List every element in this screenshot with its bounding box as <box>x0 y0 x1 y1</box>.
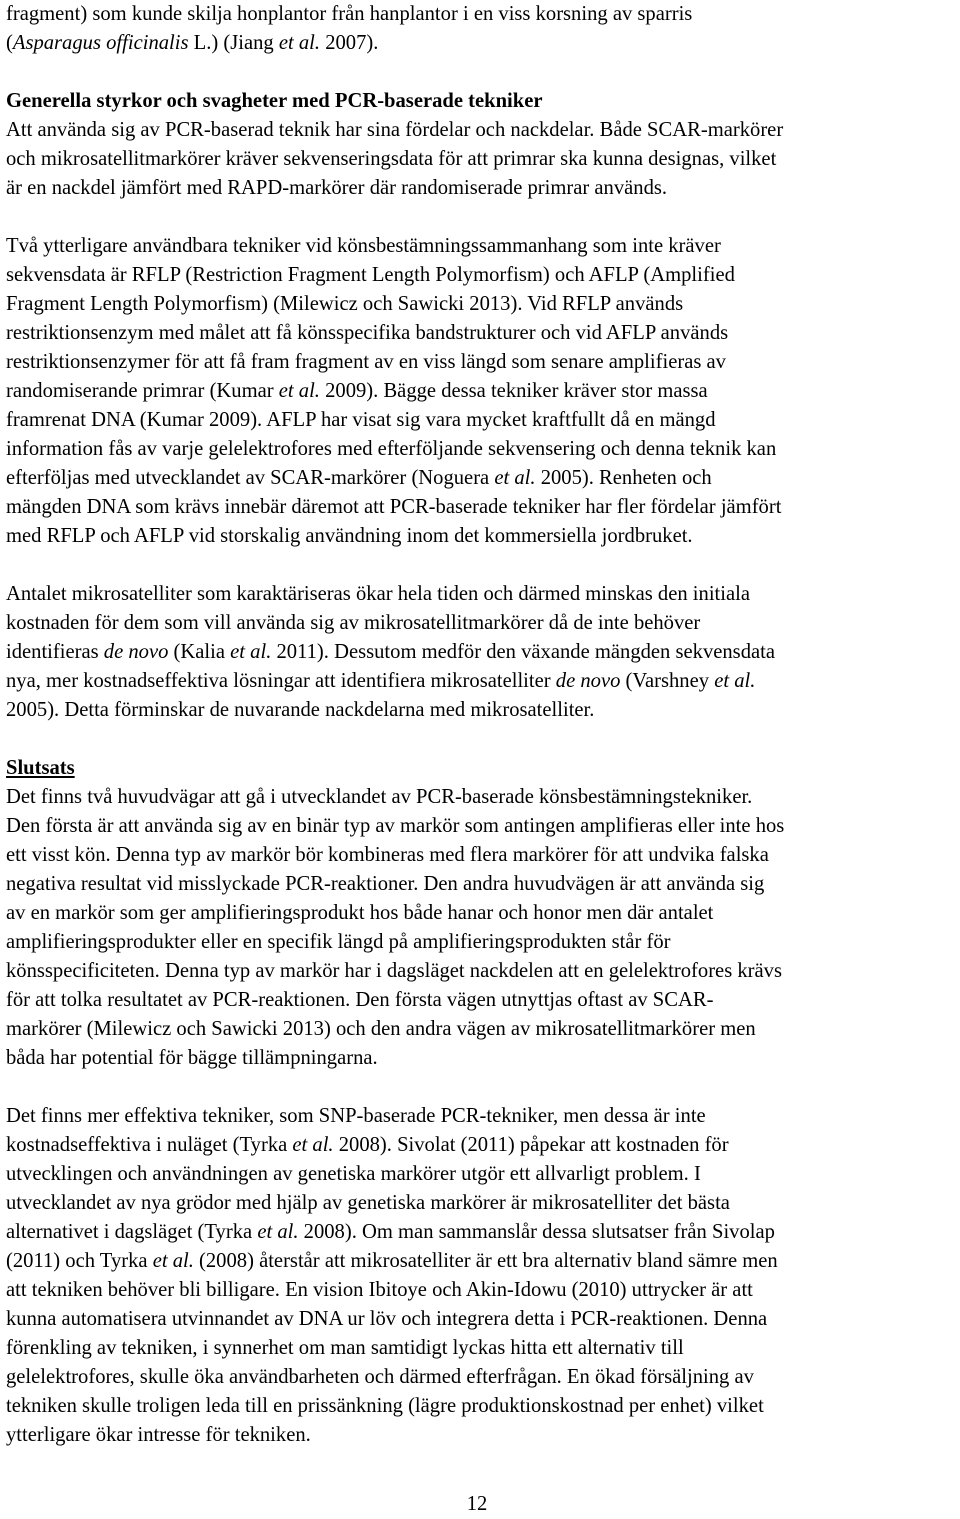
text-line <box>6 319 960 348</box>
text-run: ett visst kön. Denna typ av markör bör kombineras med flera markörer för att undvika falska <box>6 844 769 866</box>
text-line <box>6 667 960 696</box>
text-run: med RFLP och AFLP vid storskalig användning inom det kommersiella jordbruket. <box>6 525 693 547</box>
text-run: 2005). Renheten och <box>535 467 712 489</box>
text-run: (Kalia <box>168 641 231 663</box>
italic-text: et al. <box>494 467 536 489</box>
text-line <box>6 609 960 638</box>
paragraph-gap <box>6 551 960 580</box>
text-run: Den första är att använda sig av en binär typ av markör som antingen amplifieras eller inte hos <box>6 815 785 837</box>
text-run: av en markör som ger amplifieringsprodukt hos både hanar och honor men där antalet <box>6 902 714 924</box>
text-run: Det finns två huvudvägar att gå i utvecklandet av PCR-baserade könsbestämningstekniker. <box>6 786 753 808</box>
text-line <box>6 145 960 174</box>
text-line <box>6 928 960 957</box>
paragraph-gap <box>6 1073 960 1102</box>
paragraph-pcr-strengths <box>6 87 960 203</box>
text-line <box>6 348 960 377</box>
text-run: Två ytterligare användbara tekniker vid könsbestämningssammanhang som inte kräver <box>6 235 721 257</box>
text-run: mängden DNA som krävs innebär däremot att PCR-baserade tekniker har fler fördelar jämfört <box>6 496 782 518</box>
italic-text: de novo <box>103 641 169 663</box>
text-line <box>6 261 960 290</box>
text-line <box>6 1044 960 1073</box>
text-run: fragment) som kunde skilja honplantor från hanplantor i en viss korsning av sparris <box>6 3 693 25</box>
text-line <box>6 986 960 1015</box>
text-line <box>6 406 960 435</box>
text-line <box>6 899 960 928</box>
text-line <box>6 174 960 203</box>
text-run: Antalet mikrosatelliter som karaktäriseras ökar hela tiden och därmed minskas den initiala <box>6 583 750 605</box>
paragraph-slutsats <box>6 754 960 1073</box>
text-line <box>6 29 960 58</box>
italic-text: et al. <box>152 1250 194 1272</box>
text-run: negativa resultat vid misslyckade PCR-reaktioner. Den andra huvudvägen är att använda sig <box>6 873 765 895</box>
paragraph-rflp-aflp <box>6 232 960 551</box>
italic-text: et al. <box>278 32 321 54</box>
text-line <box>6 377 960 406</box>
paragraph-gap <box>6 203 960 232</box>
document-page <box>6 0 960 1515</box>
text-line <box>6 1102 960 1131</box>
text-line <box>6 783 960 812</box>
text-run: att tekniken behöver bli billigare. En vision Ibitoye och Akin-Idowu (2010) uttrycker är att <box>6 1279 753 1301</box>
text-run: kunna automatisera utvinnandet av DNA ur löv och integrera detta i PCR-reaktionen. Denna <box>6 1308 768 1330</box>
text-line <box>6 580 960 609</box>
italic-text: Asparagus officinalis <box>12 32 189 54</box>
text-run: båda har potential för bägge tillämpningarna. <box>6 1047 378 1069</box>
text-run: randomiserande primrar (Kumar <box>6 380 279 402</box>
document-body <box>6 0 960 1450</box>
italic-text: et al. <box>292 1134 334 1156</box>
text-run: sekvensdata är RFLP (Restriction Fragment Length Polymorfism) och AFLP (Amplified <box>6 264 735 286</box>
text-run: 2008). Sivolat (2011) påpekar att kostnaden för <box>333 1134 729 1156</box>
text-line <box>6 1015 960 1044</box>
text-run: gelelektrofores, skulle öka användbarheten och därmed efterfrågan. En ökad försäljning av <box>6 1366 754 1388</box>
text-run: Fragment Length Polymorfism) (Milewicz och Sawicki 2013). Vid RFLP används <box>6 293 684 315</box>
text-run: (2011) och Tyrka <box>6 1250 153 1272</box>
paragraph-gap <box>6 725 960 754</box>
text-line <box>6 812 960 841</box>
paragraph-snp-techniques <box>6 1102 960 1450</box>
text-line <box>6 1363 960 1392</box>
text-run: Att använda sig av PCR-baserad teknik har sina fördelar och nackdelar. Både SCAR-markörer <box>6 119 784 141</box>
text-line <box>6 754 960 783</box>
text-run: 2009). Bägge dessa tekniker kräver stor massa <box>319 380 708 402</box>
text-line <box>6 1392 960 1421</box>
text-run: utvecklandet av nya grödor med hjälp av genetiska markörer är mikrosatelliter det bästa <box>6 1192 730 1214</box>
section-heading: Generella styrkor och svagheter med PCR-baserade tekniker <box>6 90 543 112</box>
text-run: L.) (Jiang <box>188 32 279 54</box>
text-line <box>6 522 960 551</box>
text-run: könsspecificiteten. Denna typ av markör har i dagsläget nackdelen att en gelelektrofores krävs <box>6 960 782 982</box>
text-run: nya, mer kostnadseffektiva lösningar att identifiera mikrosatelliter <box>6 670 556 692</box>
text-run: alternativet i dagsläget (Tyrka <box>6 1221 258 1243</box>
paragraph-gap <box>6 58 960 87</box>
text-line <box>6 1189 960 1218</box>
text-line <box>6 464 960 493</box>
text-run: restriktionsenzymer för att få fram fragment av en viss längd som senare amplifieras av <box>6 351 726 373</box>
text-run: förenkling av tekniken, i synnerhet om man samtidigt lyckas hitta ett alternativ till <box>6 1337 684 1359</box>
text-run: kostnadseffektiva i nuläget (Tyrka <box>6 1134 293 1156</box>
text-line <box>6 1421 960 1450</box>
text-line <box>6 493 960 522</box>
text-run: utvecklingen och användningen av genetiska markörer utgör ett allvarligt problem. I <box>6 1163 701 1185</box>
text-run: amplifieringsprodukter eller en specifik längd på amplifieringsprodukten står för <box>6 931 671 953</box>
page-number: 12 <box>466 1493 488 1515</box>
text-line <box>6 116 960 145</box>
text-line <box>6 841 960 870</box>
text-line <box>6 1131 960 1160</box>
text-line <box>6 1247 960 1276</box>
text-line <box>6 638 960 667</box>
text-line <box>6 870 960 899</box>
text-run: kostnaden för dem som vill använda sig av mikrosatellitmarkörer då de inte behöver <box>6 612 701 634</box>
text-run: framrenat DNA (Kumar 2009). AFLP har visat sig vara mycket kraftfullt då en mängd <box>6 409 716 431</box>
text-run: ( <box>6 32 13 54</box>
text-line <box>6 696 960 725</box>
italic-text: et al. <box>257 1221 299 1243</box>
text-run: (Varshney <box>620 670 715 692</box>
text-run: markörer (Milewicz och Sawicki 2013) och den andra vägen av mikrosatellitmarkörer men <box>6 1018 756 1040</box>
text-line <box>6 1334 960 1363</box>
text-line <box>6 1276 960 1305</box>
paragraph-microsatellites <box>6 580 960 725</box>
italic-text: et al. <box>230 641 272 663</box>
text-run: (2008) återstår att mikrosatelliter är ett bra alternativ bland sämre men <box>193 1250 778 1272</box>
text-line <box>6 435 960 464</box>
italic-text: de novo <box>555 670 621 692</box>
italic-text: et al. <box>278 380 320 402</box>
text-run: efterföljas med utvecklandet av SCAR-markörer (Noguera <box>6 467 495 489</box>
text-run: för att tolka resultatet av PCR-reaktionen. Den första vägen utnyttjas oftast av SCAR- <box>6 989 714 1011</box>
text-line <box>6 232 960 261</box>
text-run: 2007). <box>320 32 379 54</box>
text-run: information fås av varje gelelektrofores med efterföljande sekvensering och denna teknik kan <box>6 438 777 460</box>
text-run: är en nackdel jämfört med RAPD-markörer där randomiserade primrar används. <box>6 177 668 199</box>
text-run: 2011). Dessutom medför den växande mängden sekvensdata <box>271 641 776 663</box>
text-run: och mikrosatellitmarkörer kräver sekvenseringsdata för att primrar ska kunna designas, vilket <box>6 148 777 170</box>
text-run: restriktionsenzym med målet att få könsspecifika bandstrukturer och vid AFLP används <box>6 322 729 344</box>
text-run: Det finns mer effektiva tekniker, som SNP-baserade PCR-tekniker, men dessa är inte <box>6 1105 706 1127</box>
text-run: 2008). Om man sammanslår dessa slutsatser från Sivolap <box>298 1221 775 1243</box>
text-line <box>6 957 960 986</box>
section-heading: Slutsats <box>6 757 75 779</box>
text-line <box>6 1160 960 1189</box>
text-line <box>6 1218 960 1247</box>
text-line <box>6 87 960 116</box>
text-run: 2005). Detta förminskar de nuvarande nackdelarna med mikrosatelliter. <box>6 699 595 721</box>
text-run: identifieras <box>6 641 104 663</box>
italic-text: et al. <box>714 670 756 692</box>
text-run: ytterligare ökar intresse för tekniken. <box>6 1424 311 1446</box>
text-line <box>6 290 960 319</box>
text-line <box>6 0 960 29</box>
text-run: tekniken skulle troligen leda till en prissänkning (lägre produktionskostnad per enhet) vilket <box>6 1395 764 1417</box>
paragraph-intro-fragment <box>6 0 960 58</box>
text-line <box>6 1305 960 1334</box>
